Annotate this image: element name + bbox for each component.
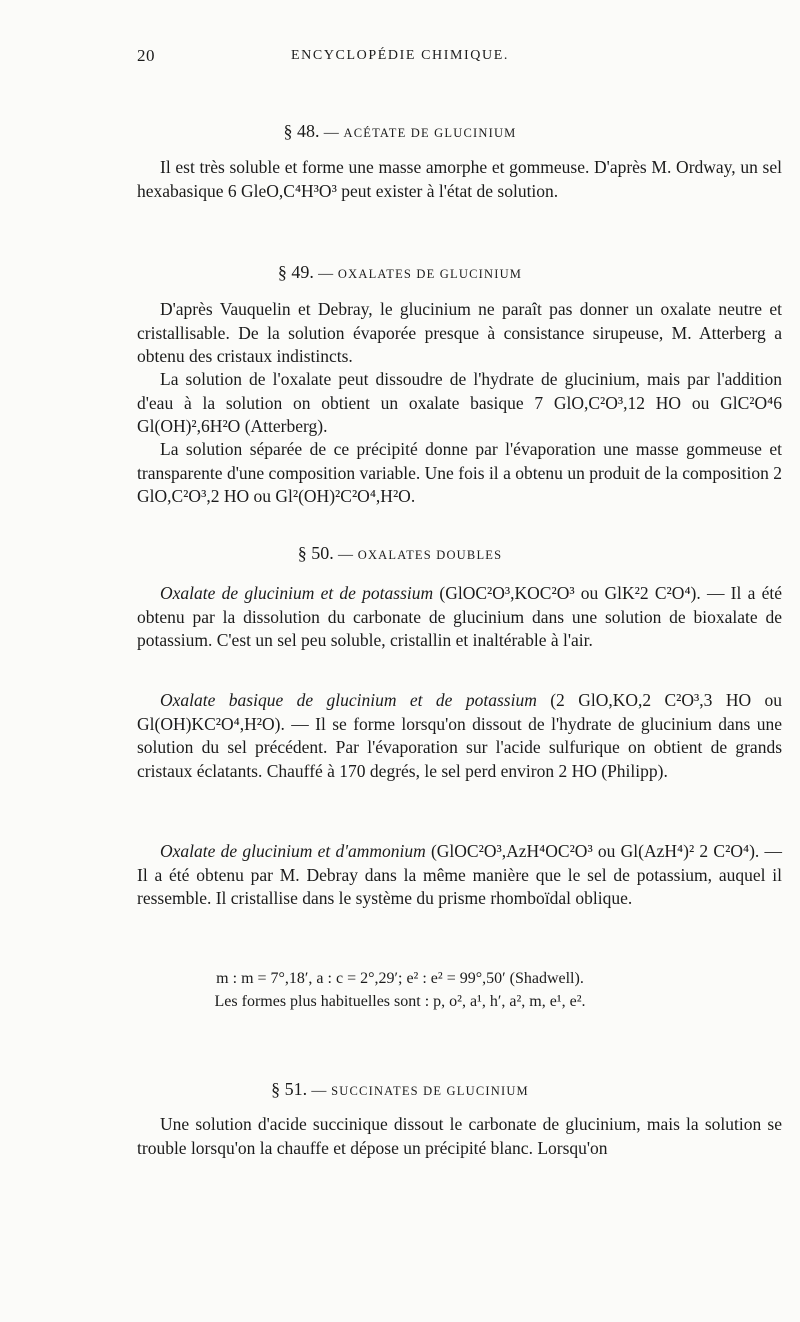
section-number: § 48. [283, 121, 320, 141]
paragraph-text: La solution séparée de ce précipité donne par l'évaporation une masse gommeuse et transparente d'une composition variable. Une fois il a obtenu un produit de la composition 2 GlO,C²O³,2 HO ou Gl²(OH)²C²O⁴,H²O. [137, 439, 782, 507]
paragraph-text: La solution de l'oxalate peut dissoudre de l'hydrate de glucinium, mais par l'addition d'eau à la solution on obtient un oxalate basique 7 GlO,C²O³,12 HO ou GlC²O⁴6 Gl(OH)²,6H²O (Atterberg). [137, 369, 782, 437]
heading-dash: — [318, 266, 334, 282]
section-title: SUCCINATES DE GLUCINIUM [331, 1084, 529, 1098]
crystal-forms-formula: Les formes plus habituelles sont : p, o², a¹, h′, a², m, e¹, e². [214, 993, 586, 1010]
section-49-paragraph-3 [137, 438, 782, 509]
paragraph-text: Il est très soluble et forme une masse amorphe et gommeuse. D'après M. Ordway, un sel hexabasique 6 GleO,C⁴H³O³ peut exister à l'état de solution. [137, 157, 782, 201]
section-48-heading [0, 121, 800, 142]
section-50-paragraph-3 [137, 840, 782, 911]
section-49-paragraph-2 [137, 368, 782, 439]
running-title: ENCYCLOPÉDIE CHIMIQUE. [291, 48, 509, 63]
crystal-angles-formula: m : m = 7°,18′, a : c = 2°,29′; e² : e² = 99°,50′ (Shadwell). [216, 970, 584, 987]
paragraph-text: (GlOC²O³,KOC²O³ ou GlK²2 C²O⁴). — Il a été obtenu par la dissolution du carbonate de glucinium dans une solution de bioxalate de potassium. C'est un sel peu soluble, cristallin et inaltérable à l'air. [137, 583, 782, 651]
section-50-paragraph-2 [137, 689, 782, 784]
section-49-heading [0, 262, 800, 283]
running-header [0, 46, 800, 70]
compound-name: Oxalate de glucinium et de potassium [160, 583, 434, 603]
section-50-paragraph-1 [137, 582, 782, 653]
paragraph-text: D'après Vauquelin et Debray, le glucinium ne paraît pas donner un oxalate neutre et cristallisable. De la solution évaporée presque à consistance sirupeuse, M. Atterberg a obtenu des cristaux indistincts. [137, 299, 782, 367]
heading-dash: — [337, 547, 354, 563]
heading-dash: — [311, 1083, 327, 1099]
section-51-paragraph [137, 1113, 782, 1160]
section-49-paragraph-1 [137, 298, 782, 369]
section-title: ACÉTATE DE GLUCINIUM [343, 126, 517, 140]
section-number: § 49. [277, 262, 314, 282]
section-title: OXALATES DOUBLES [357, 548, 503, 562]
section-48-paragraph [137, 156, 782, 203]
paragraph-text: (GlOC²O³,AzH⁴OC²O³ ou Gl(AzH⁴)² 2 C²O⁴). — Il a été obtenu par M. Debray dans la même manière que le sel de potassium, auquel il ressemble. Il cristallise dans le système du prisme rhomboïdal oblique. [137, 841, 782, 909]
section-51-heading [0, 1079, 800, 1100]
section-50-heading [0, 543, 800, 564]
compound-name: Oxalate basique de glucinium et de potassium [160, 690, 537, 710]
section-number: § 51. [271, 1079, 308, 1099]
page-number: 20 [137, 46, 155, 65]
section-number: § 50. [297, 543, 334, 563]
heading-dash: — [323, 125, 340, 141]
section-title: OXALATES DE GLUCINIUM [337, 267, 523, 281]
paragraph-text: Une solution d'acide succinique dissout le carbonate de glucinium, mais la solution se trouble lorsqu'on la chauffe et dépose un précipité blanc. Lorsqu'on [137, 1114, 782, 1158]
paragraph-text: (2 GlO,KO,2 C²O³,3 HO ou Gl(OH)KC²O⁴,H²O). — Il se forme lorsqu'on dissout de l'hydrate de glucinium dans une solution du sel précédent. Par l'évaporation sur l'acide sulfurique on obtient de grands cristaux éclatants. Chauffé à 170 degrés, le sel perd environ 2 HO (Philipp). [137, 690, 782, 782]
compound-name: Oxalate de glucinium et d'ammonium [160, 841, 426, 861]
